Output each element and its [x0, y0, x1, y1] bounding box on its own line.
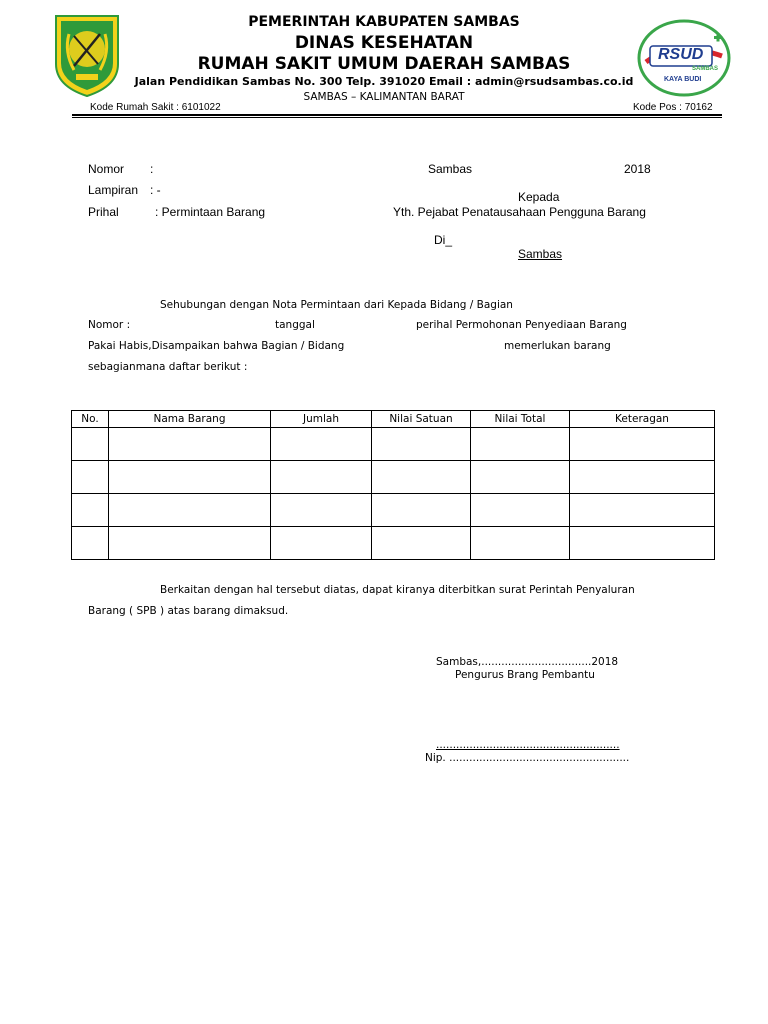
- table-row: [72, 494, 715, 527]
- body-line-4: sebagianmana daftar berikut :: [88, 361, 248, 373]
- cell-nilai-satuan: [372, 461, 471, 494]
- closing-line-1: Berkaitan dengan hal tersebut diatas, dapat kiranya diterbitkan surat Perintah Penyaluran: [160, 584, 635, 596]
- hospital-address: Jalan Pendidikan Sambas No. 300 Telp. 391020 Email : admin@rsudsambas.co.id: [134, 75, 634, 88]
- body-line-3b: memerlukan barang: [504, 340, 611, 352]
- header-nama-barang: Nama Barang: [109, 411, 271, 428]
- signature-name-line: .......................................................: [436, 739, 620, 751]
- letterhead-divider: [72, 114, 722, 116]
- hospital-title: RUMAH SAKIT UMUM DAERAH SAMBAS: [197, 54, 571, 74]
- body-tanggal: tanggal: [275, 319, 315, 331]
- cell-nama-barang: [109, 527, 271, 560]
- kepada-label: Kepada: [518, 190, 560, 204]
- signature-nip: Nip. ......................................................: [425, 752, 630, 764]
- rsud-logo-text: RSUD: [658, 46, 704, 63]
- lampiran-value: : -: [150, 183, 161, 197]
- lampiran-label: Lampiran: [88, 183, 139, 197]
- cell-nilai-satuan: [372, 527, 471, 560]
- cell-jumlah: [271, 461, 372, 494]
- recipient-city: Sambas: [518, 247, 563, 261]
- hospital-region: SAMBAS – KALIMANTAN BARAT: [303, 91, 465, 103]
- cell-nilai-total: [471, 527, 570, 560]
- cell-jumlah: [271, 428, 372, 461]
- header-nilai-satuan: Nilai Satuan: [372, 411, 471, 428]
- hospital-code: Kode Rumah Sakit : 6101022: [90, 102, 221, 113]
- cell-nilai-satuan: [372, 494, 471, 527]
- prihal-value: : Permintaan Barang: [155, 205, 266, 219]
- cell-nilai-total: [471, 461, 570, 494]
- cell-no: [72, 527, 109, 560]
- cell-nilai-satuan: [372, 428, 471, 461]
- body-perihal: perihal Permohonan Penyediaan Barang: [416, 319, 627, 331]
- postal-code: Kode Pos : 70162: [633, 102, 713, 113]
- items-table: [71, 410, 715, 560]
- table-row: [72, 461, 715, 494]
- letter-year: 2018: [624, 162, 651, 176]
- body-nomor: Nomor :: [88, 319, 131, 331]
- cell-no: [72, 494, 109, 527]
- cell-keteragan: [570, 428, 715, 461]
- cell-nilai-total: [471, 494, 570, 527]
- table-row: [72, 527, 715, 560]
- rsud-logo-sub: KAYA BUDI: [664, 76, 702, 83]
- nomor-label: Nomor: [88, 162, 125, 176]
- header-no: No.: [72, 411, 109, 428]
- cell-nama-barang: [109, 461, 271, 494]
- signature-role: Pengurus Brang Pembantu: [455, 669, 595, 681]
- cell-nilai-total: [471, 428, 570, 461]
- cell-no: [72, 461, 109, 494]
- letter-place: Sambas: [428, 162, 473, 176]
- department-title: DINAS KESEHATAN: [294, 33, 474, 53]
- prihal-label: Prihal: [88, 205, 119, 219]
- cell-nama-barang: [109, 428, 271, 461]
- cell-keteragan: [570, 527, 715, 560]
- di-label: Di_: [434, 233, 453, 247]
- cell-nama-barang: [109, 494, 271, 527]
- closing-line-2: Barang ( SPB ) atas barang dimaksud.: [88, 605, 289, 617]
- cell-no: [72, 428, 109, 461]
- nomor-colon: :: [150, 162, 154, 176]
- table-row: [72, 428, 715, 461]
- body-line-1: Sehubungan dengan Nota Permintaan dari Kepada Bidang / Bagian: [160, 299, 513, 311]
- body-line-3a: Pakai Habis,Disampaikan bahwa Bagian / Bidang: [88, 340, 345, 352]
- table-header-row: [72, 411, 715, 428]
- cell-jumlah: [271, 494, 372, 527]
- cell-keteragan: [570, 494, 715, 527]
- header-jumlah: Jumlah: [271, 411, 372, 428]
- signature-place-date: Sambas,.................................2018: [436, 656, 619, 668]
- recipient: Yth. Pejabat Penatausahaan Pengguna Barang: [393, 205, 646, 219]
- cell-jumlah: [271, 527, 372, 560]
- header-keteragan: Keteragan: [570, 411, 715, 428]
- government-title: PEMERINTAH KABUPATEN SAMBAS: [248, 14, 520, 30]
- header-nilai-total: Nilai Total: [471, 411, 570, 428]
- cell-keteragan: [570, 461, 715, 494]
- rsud-logo-tag: SAMBAS: [692, 66, 719, 72]
- letterhead-divider-thin: [72, 117, 722, 118]
